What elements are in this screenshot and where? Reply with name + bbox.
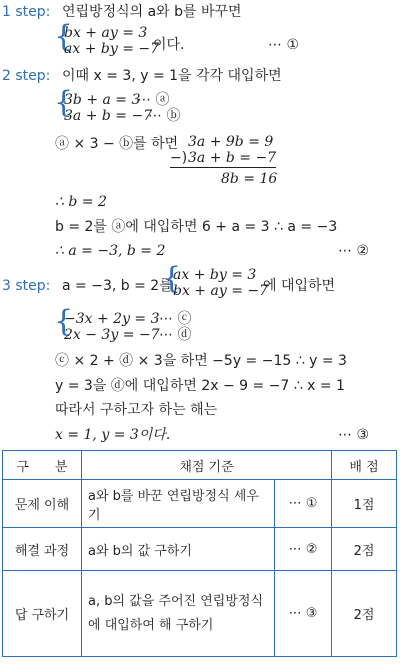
step3-text-after: 에 대입하면 [263,278,336,294]
step2-calc-rule [170,167,276,168]
step3-eq3-tag: ⋯ ⓒ [159,311,192,327]
step3-mark: ⋯ ③ [338,427,370,443]
step3-heading: 3 step: [2,278,51,294]
row-category: 해결 과정 [3,528,82,571]
table-row [3,480,397,528]
step3-eq3: −3x + 2y = 3 [64,311,160,327]
step2-substitute: b = 2를 ⓐ에 대입하면 6 + a = 3 ∴ a = −3 [55,219,338,235]
step3-conclude: 따라서 구하고자 하는 해는 [55,402,218,418]
step2-calc2: 3a + b = −7 [188,150,277,166]
header-criterion: 채점 기준 [82,451,332,480]
table-row [3,571,397,657]
row-criterion: a와 b의 값 구하기 [82,528,275,571]
step1-brace: { [54,19,74,54]
row-mark: ⋯ ① [275,480,332,528]
row-mark: ⋯ ③ [275,571,332,657]
table-row [3,528,397,571]
row-mark: ⋯ ② [275,528,332,571]
step2-mark: ⋯ ② [338,243,370,259]
row-points: 2점 [332,571,397,657]
step2-calc1: 3a + 9b = 9 [188,134,274,150]
row-criterion: a, b의 값을 주어진 연립방정식에 대입하여 해 구하기 [82,571,275,657]
step2-eq1-tag: ⋯ ⓐ [137,92,170,108]
step1-mark: ⋯ ① [268,37,300,53]
step3-brace-top: { [162,261,182,296]
step1-text: 연립방정식의 a와 b를 바꾸면 [62,4,242,20]
step3-eq4: 2x − 3y = −7 [64,327,160,343]
step2-calc2-op: −) [170,150,188,166]
header-points: 배 점 [332,451,397,480]
scoring-table [2,450,397,657]
row-points: 2점 [332,528,397,571]
step3-eq2: bx + ay = −7 [173,283,269,299]
step2-combine: ⓐ × 3 − ⓑ를 하면 [55,136,179,152]
step2-eq2-tag: ⋯ ⓑ [148,108,181,124]
step1-heading: 1 step: [2,4,51,20]
step2-heading: 2 step: [2,68,51,84]
step1-eq1: bx + ay = 3 [64,25,148,41]
step2-calc3: 8b = 16 [221,171,278,187]
row-category: 답 구하기 [3,571,82,657]
row-criterion: a와 b를 바꾼 연립방정식 세우기 [82,480,275,528]
step2-text: 이때 x = 3, y = 1을 각각 대입하면 [62,68,282,84]
step1-eq2: ax + by = −7 [64,41,160,57]
step3-substitute: y = 3을 ⓓ에 대입하면 2x − 9 = −7 ∴ x = 1 [55,378,345,394]
step3-combine: ⓒ × 2 + ⓓ × 3을 하면 −5y = −15 ∴ y = 3 [55,353,347,369]
step3-brace-bottom: { [54,304,74,339]
step3-text: a = −3, b = 2를 [62,278,173,294]
header-category: 구 분 [3,451,82,480]
step1-eq-suffix: 이다. [153,37,185,53]
step2-eq1: 3b + a = 3 [64,92,141,108]
row-category: 문제 이해 [3,480,82,528]
table-header-row [3,451,397,480]
step3-eq4-tag: ⋯ ⓓ [159,327,192,343]
step3-eq1: ax + by = 3 [173,267,257,283]
step3-answer: x = 1, y = 3이다. [55,427,171,443]
step2-eq2: 3a + b = −7 [64,108,153,124]
step2-result-ab: ∴ a = −3, b = 2 [55,243,166,259]
row-points: 1점 [332,480,397,528]
step2-brace: { [54,85,74,120]
step2-result-b: ∴ b = 2 [55,194,107,210]
